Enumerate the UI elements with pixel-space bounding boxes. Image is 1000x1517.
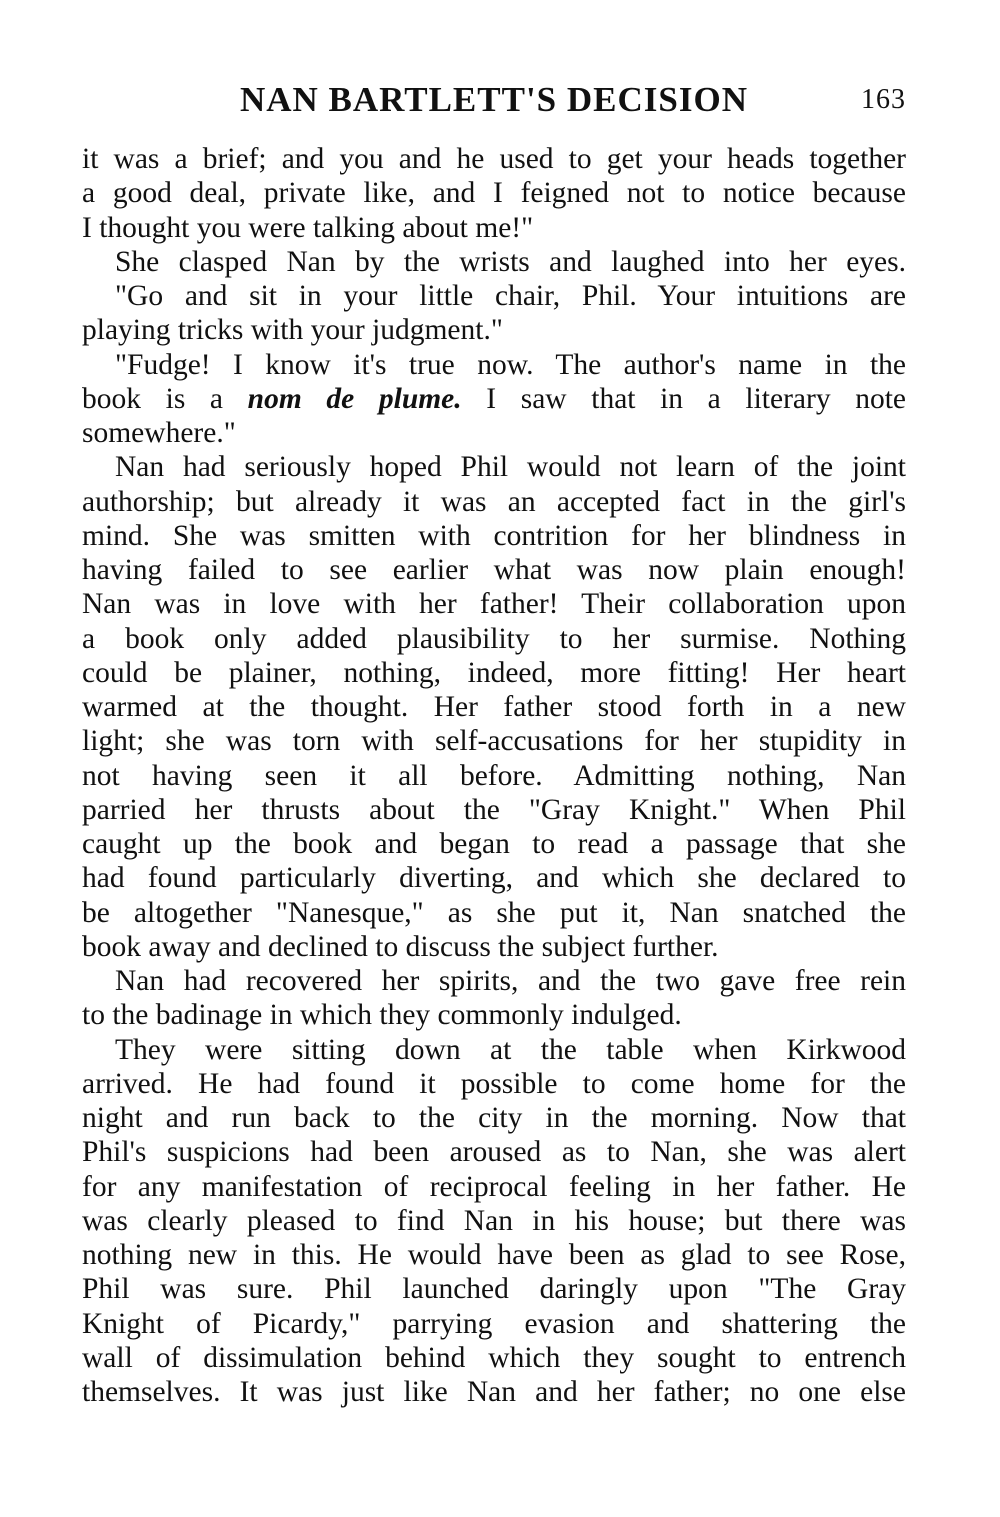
text-line: playing tricks with your judgment." [82,314,503,347]
text-line: Nan had seriously hoped Phil would not learn of the joint [115,451,906,484]
text-line: somewhere." [82,417,236,449]
text-line: Phil was sure. Phil launched daringly upon "The Gray [82,1273,906,1306]
text-line: They were sitting down at the table when Kirkwood [115,1033,906,1066]
text-line: Phil's suspicions had been aroused as to Nan, she was alert [82,1136,906,1169]
text-line: was clearly pleased to find Nan in his house; but there was [82,1204,906,1237]
text-line: for any manifestation of reciprocal feeling in her father. He [82,1170,906,1203]
text-line: Nan had recovered her spirits, and the two gave free rein [115,965,906,997]
text-line: "Fudge! I know it's true now. The author's name in the [115,348,906,381]
text-line: "Go and sit in your little chair, Phil. Your intuitions are [115,280,906,312]
text-line: arrived. He had found it possible to come home for the [82,1067,906,1100]
text-line: having failed to see earlier what was now plain enough! [82,554,906,586]
text-line: wall of dissimulation behind which they sought to entrench [82,1341,906,1374]
body-text [82,142,906,1409]
text-line: night and run back to the city in the morning. Now that [82,1102,906,1134]
text-line: mind. She was smitten with contrition for her blindness in [82,519,906,552]
text-line [82,382,906,416]
text-line: warmed at the thought. Her father stood forth in a new [82,691,906,723]
text-line: had found particularly diverting, and which she declared to [82,862,906,895]
running-head [82,78,906,122]
text-line: authorship; but already it was an accepted fact in the girl's [82,485,906,518]
text-line: I thought you were talking about me!" [82,211,534,244]
italic-phrase: nom de plume. [247,382,462,415]
text-line: could be plainer, nothing, indeed, more fitting! Her heart [82,656,906,689]
text-segment: I saw that in a literary note [461,382,906,415]
text-line: Nan was in love with her father! Their collaboration upon [82,588,906,621]
page-number: 163 [861,84,906,115]
text-line: Knight of Picardy," parrying evasion and shattering the [82,1307,906,1340]
text-line: it was a brief; and you and he used to get your heads together [82,143,906,175]
text-line: a good deal, private like, and I feigned not to notice because [82,177,906,210]
text-line: caught up the book and began to read a passage that she [82,828,906,860]
text-line: nothing new in this. He would have been as glad to see Rose, [82,1239,906,1271]
text-line: not having seen it all before. Admitting nothing, Nan [82,759,906,792]
text-line: light; she was torn with self-accusations for her stupidity in [82,725,906,758]
text-line: to the badinage in which they commonly indulged. [82,999,682,1032]
text-line: book away and declined to discuss the subject further. [82,930,719,963]
text-line: parried her thrusts about the "Gray Knight." When Phil [82,793,906,826]
text-segment: book is a [82,382,248,415]
text-line: be altogether "Nanesque," as she put it, Nan snatched the [82,896,906,929]
chapter-title: NAN BARTLETT'S DECISION [239,80,748,119]
text-line: a book only added plausibility to her surmise. Nothing [82,622,906,655]
text-line: She clasped Nan by the wrists and laughed into her eyes. [115,245,906,278]
text-line: themselves. It was just like Nan and her father; no one else [82,1376,906,1408]
